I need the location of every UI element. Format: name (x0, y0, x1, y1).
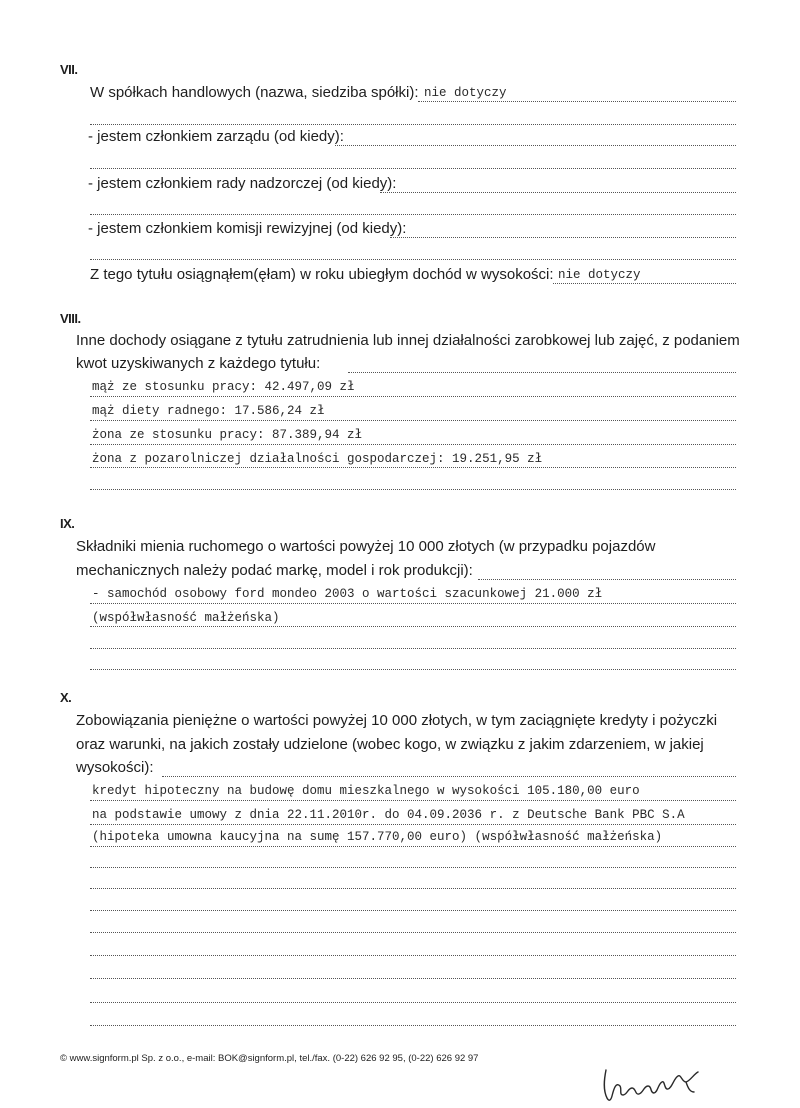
liabilities-line-3 (90, 846, 736, 847)
liabilities-label-line3: wysokości): (76, 759, 154, 776)
other-income-entry-4[interactable]: żona z pozarolniczej działalności gospodarczej: 19.251,95 zł (92, 452, 543, 466)
movable-property-line-1 (90, 603, 736, 604)
liabilities-line-4 (90, 867, 736, 868)
companies-line-2 (90, 124, 736, 125)
other-income-line (348, 372, 736, 373)
other-income-line-5 (90, 489, 736, 490)
liabilities-line-1 (90, 800, 736, 801)
liabilities-line-11 (90, 1025, 736, 1026)
companies-value[interactable]: nie dotyczy (424, 86, 507, 100)
movable-property-line-3 (90, 648, 736, 649)
income-label: Z tego tytułu osiągnąłem(ęłam) w roku ubiegłym dochód w wysokości: (90, 266, 554, 283)
other-income-line-3 (90, 444, 736, 445)
income-line (553, 283, 736, 284)
movable-property-entry-2[interactable]: (współwłasność małżeńska) (92, 611, 280, 625)
section-vii-number: VII. (60, 62, 78, 77)
other-income-label-line1: Inne dochody osiągane z tytułu zatrudnienia lub innej działalności zarobkowej lub zajęć, z podaniem (76, 332, 740, 349)
movable-property-line-4 (90, 669, 736, 670)
income-value[interactable]: nie dotyczy (558, 268, 641, 282)
liabilities-line-2 (90, 824, 736, 825)
supervisory-line[interactable] (380, 192, 736, 193)
movable-property-line-2 (90, 626, 736, 627)
liabilities-label-line1: Zobowiązania pieniężne o wartości powyżej 10 000 złotych, w tym zaciągnięte kredyty i pożyczki (76, 712, 718, 729)
audit-line[interactable] (390, 237, 736, 238)
other-income-label-line2: kwot uzyskiwanych z każdego tytułu: (76, 355, 321, 372)
liabilities-line-7 (90, 932, 736, 933)
liabilities-label-line2: oraz warunki, na jakich zostały udzielone (wobec kogo, w związku z jakim zdarzeniem, w jakiej (76, 736, 704, 753)
liabilities-entry-3[interactable]: (hipoteka umowna kaucyjna na sumę 157.770,00 euro) (współwłasność małżeńska) (92, 830, 663, 844)
companies-line (418, 101, 736, 102)
section-ix-number: IX. (60, 516, 75, 531)
other-income-entry-3[interactable]: żona ze stosunku pracy: 87.389,94 zł (92, 428, 363, 442)
liabilities-line-10 (90, 1002, 736, 1003)
footer-copyright: © www.signform.pl Sp. z o.o., e-mail: BOK@signform.pl, tel./fax. (0-22) 626 92 95, (0-22) 626 92 97 (60, 1053, 479, 1064)
liabilities-line-9 (90, 978, 736, 979)
movable-property-label-line2: mechanicznych należy podać markę, model i rok produkcji): (76, 562, 473, 579)
other-income-line-2 (90, 420, 736, 421)
section-viii-number: VIII. (60, 311, 81, 326)
section-x-number: X. (60, 690, 72, 705)
other-income-line-1 (90, 396, 736, 397)
liabilities-line-6 (90, 910, 736, 911)
audit-line-2 (90, 259, 736, 260)
liabilities-line-5 (90, 888, 736, 889)
board-label: - jestem członkiem zarządu (od kiedy): (88, 128, 344, 145)
signature-mark (598, 1062, 708, 1106)
board-line[interactable] (335, 145, 736, 146)
other-income-entry-1[interactable]: mąż ze stosunku pracy: 42.497,09 zł (92, 380, 355, 394)
other-income-entry-2[interactable]: mąż diety radnego: 17.586,24 zł (92, 404, 325, 418)
supervisory-label: - jestem członkiem rady nadzorczej (od kiedy): (88, 175, 397, 192)
liabilities-line (162, 776, 736, 777)
liabilities-entry-1[interactable]: kredyt hipoteczny na budowę domu mieszkalnego w wysokości 105.180,00 euro (92, 784, 640, 798)
audit-label: - jestem członkiem komisji rewizyjnej (od kiedy): (88, 220, 407, 237)
board-line-2 (90, 168, 736, 169)
companies-label: W spółkach handlowych (nazwa, siedziba spółki): (90, 84, 419, 101)
other-income-line-4 (90, 467, 736, 468)
supervisory-line-2 (90, 214, 736, 215)
liabilities-entry-2[interactable]: na podstawie umowy z dnia 22.11.2010r. do 04.09.2036 r. z Deutsche Bank PBC S.A (92, 808, 685, 822)
movable-property-entry-1[interactable]: - samochód osobowy ford mondeo 2003 o wartości szacunkowej 21.000 zł (92, 587, 603, 601)
movable-property-label-line1: Składniki mienia ruchomego o wartości powyżej 10 000 złotych (w przypadku pojazdów (76, 538, 656, 555)
movable-property-line (478, 579, 736, 580)
liabilities-line-8 (90, 955, 736, 956)
